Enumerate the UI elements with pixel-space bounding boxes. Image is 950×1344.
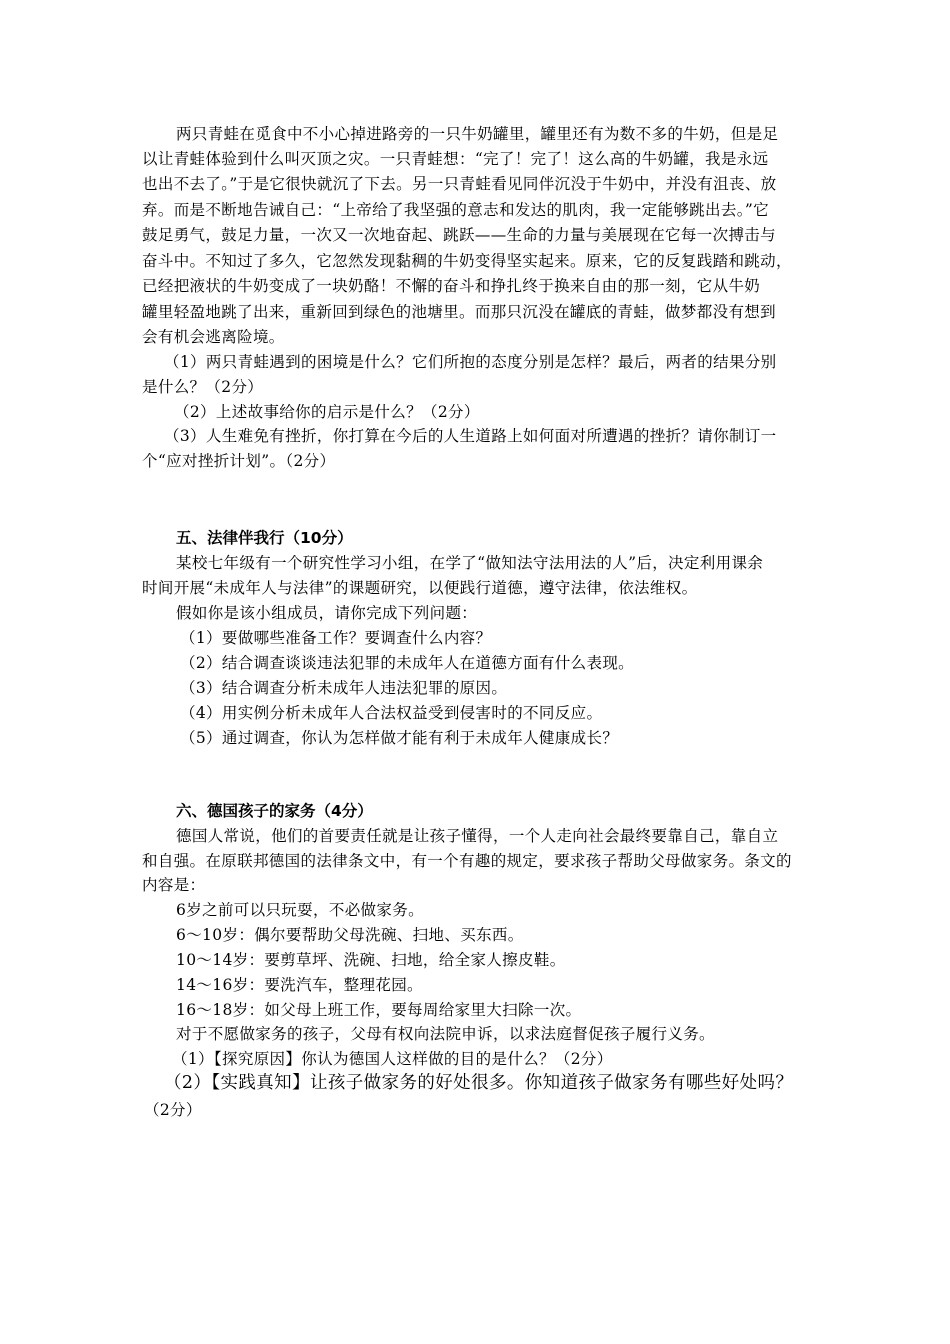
section-5-heading: 五、法律伴我行（10分）: [176, 529, 353, 547]
story-line: 罐里轻盈地跳了出来，重新回到绿色的池塘里。而那只沉没在罐底的青蛙，做梦都没有想到: [142, 303, 777, 321]
story-line: 以让青蛙体验到什么叫灭顶之灾。一只青蛙想：“完了！完了！这么高的牛奶罐，我是永远: [142, 150, 769, 168]
story-line: 奋斗中。不知过了多久，它忽然发现黏稠的牛奶变得坚实起来。原来，它的反复践踏和跳动，: [142, 252, 792, 270]
story-line: 弃。而是不断地告诫自己：“上帝给了我坚强的意志和发达的肌肉，我一定能够跳出去。”它: [142, 201, 769, 219]
section-5-question: （1）要做哪些准备工作？要调查什么内容？: [180, 629, 492, 647]
section-6-heading: 六、德国孩子的家务（4分）: [176, 802, 373, 820]
section-6-rule: 6岁之前可以只玩耍，不必做家务。: [176, 901, 424, 919]
section-6-intro-cont: 内容是：: [142, 876, 206, 894]
section-5-intro-cont: 时间开展“未成年人与法律”的课题研究，以便践行道德，遵守法律，依法维权。: [142, 579, 698, 597]
story-question-2: （2）上述故事给你的启示是什么？（2分）: [174, 403, 480, 421]
section-5-intro: 某校七年级有一个研究性学习小组，在学了“做知法守法用法的人”后，决定利用课余: [176, 554, 764, 572]
story-question-1: （1）两只青蛙遇到的困境是什么？它们所抱的态度分别是怎样？最后，两者的结果分别: [164, 353, 777, 371]
section-6-note: 对于不愿做家务的孩子，父母有权向法院申诉，以求法庭督促孩子履行义务。: [176, 1025, 715, 1043]
section-5-question: （2）结合调查谈谈违法犯罪的未成年人在道德方面有什么表现。: [180, 654, 635, 672]
story-line: 已经把液状的牛奶变成了一块奶酪！不懈的奋斗和挣扎终于换来自由的那一刻，它从牛奶: [142, 277, 761, 295]
story-question-3: （3）人生难免有挫折，你打算在今后的人生道路上如何面对所遭遇的挫折？请你制订一: [164, 427, 777, 445]
section-5-prompt: 假如你是该小组成员，请你完成下列问题：: [176, 604, 478, 622]
section-6-question-2-cont: （2分）: [144, 1101, 202, 1119]
section-6-rule: 16～18岁：如父母上班工作，要每周给家里大扫除一次。: [176, 1001, 582, 1019]
section-6-question-2: （2）【实践真知】让孩子做家务的好处很多。你知道孩子做家务有哪些好处吗？: [164, 1073, 794, 1093]
section-6-rule: 6～10岁：偶尔要帮助父母洗碗、扫地、买东西。: [176, 926, 524, 944]
story-line: 两只青蛙在觅食中不小心掉进路旁的一只牛奶罐里，罐里还有为数不多的牛奶，但是足: [176, 125, 779, 143]
section-5-question: （3）结合调查分析未成年人违法犯罪的原因。: [180, 679, 508, 697]
story-question-3-cont: 个“应对挫折计划”。（2分）: [142, 452, 336, 470]
section-6-rule: 14～16岁：要洗汽车，整理花园。: [176, 976, 423, 994]
section-6-intro-cont: 和自强。在原联邦德国的法律条文中，有一个有趣的规定，要求孩子帮助父母做家务。条文的: [142, 852, 792, 870]
story-line: 也出不去了。”于是它很快就沉了下去。另一只青蛙看见同伴沉没于牛奶中，并没有沮丧、放: [142, 175, 777, 193]
section-6-rule: 10～14岁：要剪草坪、洗碗、扫地，给全家人擦皮鞋。: [176, 951, 566, 969]
section-6-intro: 德国人常说，他们的首要责任就是让孩子懂得，一个人走向社会最终要靠自己，靠自立: [176, 827, 779, 845]
story-line: 鼓足勇气，鼓足力量，一次又一次地奋起、跳跃——生命的力量与美展现在它每一次搏击与: [142, 226, 777, 244]
section-6-question-1: （1）【探究原因】你认为德国人这样做的目的是什么？（2分）: [172, 1050, 613, 1068]
story-question-1-cont: 是什么？（2分）: [142, 378, 264, 396]
section-5-question: （4）用实例分析未成年人合法权益受到侵害时的不同反应。: [180, 704, 603, 722]
section-5-question: （5）通过调查，你认为怎样做才能有利于未成年人健康成长？: [180, 729, 619, 747]
story-line: 会有机会逃离险境。: [142, 328, 285, 346]
